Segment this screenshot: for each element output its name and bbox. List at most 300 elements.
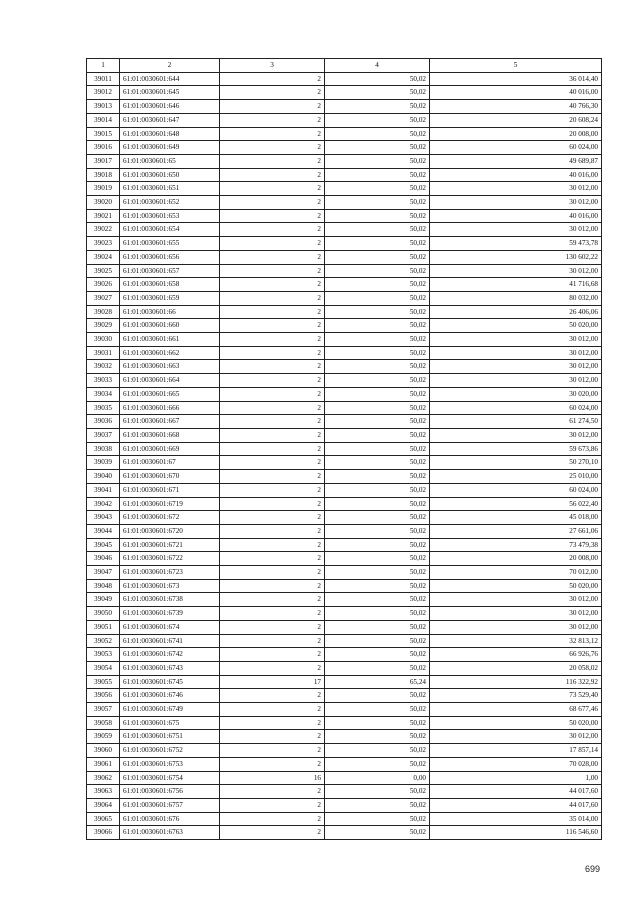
- row-number-cell: 39025: [87, 264, 120, 278]
- cadastral-number-cell: 61:01:0030601:659: [120, 291, 220, 305]
- category-cell: 2: [220, 168, 325, 182]
- cadastral-number-cell: 61:01:0030601:645: [120, 86, 220, 100]
- area-cell: 50,02: [325, 250, 430, 264]
- value-cell: 30 012,00: [430, 196, 602, 210]
- table-row: [87, 730, 602, 744]
- cadastral-number-cell: 61:01:0030601:665: [120, 387, 220, 401]
- value-cell: 116 322,92: [430, 675, 602, 689]
- row-number-cell: 39036: [87, 415, 120, 429]
- value-cell: 30 012,00: [430, 346, 602, 360]
- category-cell: 2: [220, 360, 325, 374]
- cadastral-number-cell: 61:01:0030601:657: [120, 264, 220, 278]
- table-body: [87, 72, 602, 839]
- row-number-cell: 39048: [87, 579, 120, 593]
- row-number-cell: 39016: [87, 141, 120, 155]
- row-number-cell: 39049: [87, 593, 120, 607]
- area-cell: 50,02: [325, 278, 430, 292]
- cadastral-number-cell: 61:01:0030601:647: [120, 113, 220, 127]
- row-number-cell: 39062: [87, 771, 120, 785]
- cadastral-number-cell: 61:01:0030601:672: [120, 511, 220, 525]
- value-cell: 130 602,22: [430, 250, 602, 264]
- row-number-cell: 39066: [87, 826, 120, 840]
- value-cell: 70 012,00: [430, 566, 602, 580]
- category-cell: 2: [220, 333, 325, 347]
- row-number-cell: 39030: [87, 333, 120, 347]
- category-cell: 2: [220, 703, 325, 717]
- row-number-cell: 39015: [87, 127, 120, 141]
- value-cell: 50 270,10: [430, 456, 602, 470]
- value-cell: 30 012,00: [430, 730, 602, 744]
- table-row: [87, 415, 602, 429]
- table-row: [87, 456, 602, 470]
- row-number-cell: 39051: [87, 620, 120, 634]
- row-number-cell: 39056: [87, 689, 120, 703]
- cadastral-number-cell: 61:01:0030601:6745: [120, 675, 220, 689]
- cadastral-number-cell: 61:01:0030601:6741: [120, 634, 220, 648]
- row-number-cell: 39034: [87, 387, 120, 401]
- area-cell: 50,02: [325, 511, 430, 525]
- row-number-cell: 39018: [87, 168, 120, 182]
- page-number: 699: [584, 864, 600, 874]
- area-cell: 50,02: [325, 346, 430, 360]
- category-cell: 2: [220, 607, 325, 621]
- value-cell: 70 028,00: [430, 757, 602, 771]
- area-cell: 50,02: [325, 333, 430, 347]
- category-cell: 2: [220, 826, 325, 840]
- category-cell: 2: [220, 661, 325, 675]
- category-cell: 2: [220, 72, 325, 86]
- table-row: [87, 648, 602, 662]
- category-cell: 2: [220, 291, 325, 305]
- table-row: [87, 278, 602, 292]
- cadastral-number-cell: 61:01:0030601:663: [120, 360, 220, 374]
- row-number-cell: 39032: [87, 360, 120, 374]
- cadastral-number-cell: 61:01:0030601:674: [120, 620, 220, 634]
- table-row: [87, 689, 602, 703]
- value-cell: 60 024,00: [430, 401, 602, 415]
- table-row: [87, 127, 602, 141]
- value-cell: 30 012,00: [430, 593, 602, 607]
- row-number-cell: 39019: [87, 182, 120, 196]
- row-number-cell: 39060: [87, 744, 120, 758]
- area-cell: 50,02: [325, 703, 430, 717]
- row-number-cell: 39057: [87, 703, 120, 717]
- row-number-cell: 39039: [87, 456, 120, 470]
- category-cell: 2: [220, 497, 325, 511]
- table-row: [87, 291, 602, 305]
- category-cell: 2: [220, 141, 325, 155]
- table-row: [87, 428, 602, 442]
- cadastral-number-cell: 61:01:0030601:6722: [120, 552, 220, 566]
- category-cell: 2: [220, 428, 325, 442]
- area-cell: 50,02: [325, 593, 430, 607]
- table-row: [87, 237, 602, 251]
- value-cell: 30 012,00: [430, 223, 602, 237]
- table-row: [87, 552, 602, 566]
- cadastral-number-cell: 61:01:0030601:660: [120, 319, 220, 333]
- cadastral-number-cell: 61:01:0030601:667: [120, 415, 220, 429]
- row-number-cell: 39047: [87, 566, 120, 580]
- cadastral-number-cell: 61:01:0030601:656: [120, 250, 220, 264]
- category-cell: 2: [220, 113, 325, 127]
- table-row: [87, 346, 602, 360]
- cadastral-number-cell: 61:01:0030601:67: [120, 456, 220, 470]
- cadastral-number-cell: 61:01:0030601:6720: [120, 524, 220, 538]
- table-row: [87, 744, 602, 758]
- row-number-cell: 39045: [87, 538, 120, 552]
- category-cell: 2: [220, 250, 325, 264]
- table-row: [87, 250, 602, 264]
- value-cell: 40 016,00: [430, 168, 602, 182]
- area-cell: 50,02: [325, 291, 430, 305]
- value-cell: 40 766,30: [430, 100, 602, 114]
- row-number-cell: 39058: [87, 716, 120, 730]
- category-cell: 2: [220, 86, 325, 100]
- cadastral-number-cell: 61:01:0030601:651: [120, 182, 220, 196]
- table-row: [87, 209, 602, 223]
- category-cell: 2: [220, 620, 325, 634]
- category-cell: 2: [220, 154, 325, 168]
- value-cell: 50 020,00: [430, 716, 602, 730]
- table-row: [87, 524, 602, 538]
- row-number-cell: 39041: [87, 483, 120, 497]
- cadastral-number-cell: 61:01:0030601:6719: [120, 497, 220, 511]
- area-cell: 50,02: [325, 237, 430, 251]
- table-row: [87, 538, 602, 552]
- row-number-cell: 39044: [87, 524, 120, 538]
- row-number-cell: 39063: [87, 785, 120, 799]
- cadastral-number-cell: 61:01:0030601:6738: [120, 593, 220, 607]
- value-cell: 20 058,02: [430, 661, 602, 675]
- value-cell: 59 673,86: [430, 442, 602, 456]
- category-cell: 2: [220, 415, 325, 429]
- area-cell: 50,02: [325, 620, 430, 634]
- category-cell: 2: [220, 744, 325, 758]
- table-row: [87, 168, 602, 182]
- document-page: [86, 58, 601, 840]
- category-cell: 2: [220, 470, 325, 484]
- value-cell: 32 813,12: [430, 634, 602, 648]
- value-cell: 49 689,87: [430, 154, 602, 168]
- value-cell: 50 020,00: [430, 319, 602, 333]
- cadastral-number-cell: 61:01:0030601:673: [120, 579, 220, 593]
- value-cell: 27 661,06: [430, 524, 602, 538]
- value-cell: 40 016,00: [430, 86, 602, 100]
- cadastral-number-cell: 61:01:0030601:652: [120, 196, 220, 210]
- table-row: [87, 374, 602, 388]
- category-cell: 2: [220, 278, 325, 292]
- area-cell: 50,02: [325, 812, 430, 826]
- area-cell: 0,00: [325, 771, 430, 785]
- area-cell: 50,02: [325, 634, 430, 648]
- table-row: [87, 607, 602, 621]
- value-cell: 73 479,38: [430, 538, 602, 552]
- category-cell: 2: [220, 716, 325, 730]
- table-row: [87, 716, 602, 730]
- area-cell: 50,02: [325, 524, 430, 538]
- table-row: [87, 593, 602, 607]
- cadastral-number-cell: 61:01:0030601:646: [120, 100, 220, 114]
- table-row: [87, 223, 602, 237]
- value-cell: 60 024,00: [430, 141, 602, 155]
- area-cell: 50,02: [325, 730, 430, 744]
- value-cell: 68 677,46: [430, 703, 602, 717]
- value-cell: 40 016,00: [430, 209, 602, 223]
- cadastral-number-cell: 61:01:0030601:65: [120, 154, 220, 168]
- value-cell: 30 012,00: [430, 428, 602, 442]
- area-cell: 50,02: [325, 716, 430, 730]
- value-cell: 25 010,00: [430, 470, 602, 484]
- value-cell: 20 008,00: [430, 127, 602, 141]
- value-cell: 30 012,00: [430, 360, 602, 374]
- row-number-cell: 39042: [87, 497, 120, 511]
- table-row: [87, 360, 602, 374]
- area-cell: 50,02: [325, 566, 430, 580]
- table-row: [87, 798, 602, 812]
- table-row: [87, 333, 602, 347]
- category-cell: 2: [220, 264, 325, 278]
- category-cell: 2: [220, 387, 325, 401]
- cadastral-number-cell: 61:01:0030601:6739: [120, 607, 220, 621]
- cadastral-number-cell: 61:01:0030601:6763: [120, 826, 220, 840]
- value-cell: 36 014,40: [430, 72, 602, 86]
- value-cell: 44 017,60: [430, 785, 602, 799]
- cadastral-number-cell: 61:01:0030601:676: [120, 812, 220, 826]
- row-number-cell: 39052: [87, 634, 120, 648]
- table-row: [87, 196, 602, 210]
- category-cell: 2: [220, 442, 325, 456]
- area-cell: 50,02: [325, 607, 430, 621]
- category-cell: 2: [220, 538, 325, 552]
- row-number-cell: 39021: [87, 209, 120, 223]
- value-cell: 80 032,00: [430, 291, 602, 305]
- category-cell: 2: [220, 182, 325, 196]
- cadastral-number-cell: 61:01:0030601:648: [120, 127, 220, 141]
- value-cell: 30 012,00: [430, 182, 602, 196]
- row-number-cell: 39054: [87, 661, 120, 675]
- row-number-cell: 39053: [87, 648, 120, 662]
- table-row: [87, 511, 602, 525]
- area-cell: 50,02: [325, 209, 430, 223]
- area-cell: 50,02: [325, 757, 430, 771]
- table-row: [87, 579, 602, 593]
- column-header-1: 1: [87, 59, 120, 73]
- table-row: [87, 826, 602, 840]
- value-cell: 50 020,00: [430, 579, 602, 593]
- table-row: [87, 154, 602, 168]
- value-cell: 30 012,00: [430, 620, 602, 634]
- cadastral-number-cell: 61:01:0030601:670: [120, 470, 220, 484]
- value-cell: 30 012,00: [430, 374, 602, 388]
- cadastral-number-cell: 61:01:0030601:6721: [120, 538, 220, 552]
- area-cell: 50,02: [325, 661, 430, 675]
- row-number-cell: 39029: [87, 319, 120, 333]
- area-cell: 50,02: [325, 360, 430, 374]
- category-cell: 2: [220, 648, 325, 662]
- category-cell: 2: [220, 305, 325, 319]
- row-number-cell: 39017: [87, 154, 120, 168]
- area-cell: 50,02: [325, 305, 430, 319]
- table-row: [87, 401, 602, 415]
- area-cell: 50,02: [325, 483, 430, 497]
- cadastral-number-cell: 61:01:0030601:653: [120, 209, 220, 223]
- row-number-cell: 39013: [87, 100, 120, 114]
- area-cell: 65,24: [325, 675, 430, 689]
- category-cell: 2: [220, 689, 325, 703]
- row-number-cell: 39050: [87, 607, 120, 621]
- column-header-4: 4: [325, 59, 430, 73]
- value-cell: 1,00: [430, 771, 602, 785]
- category-cell: 2: [220, 730, 325, 744]
- area-cell: 50,02: [325, 798, 430, 812]
- value-cell: 20 608,24: [430, 113, 602, 127]
- value-cell: 30 012,00: [430, 264, 602, 278]
- cadastral-number-cell: 61:01:0030601:6742: [120, 648, 220, 662]
- cadastral-number-cell: 61:01:0030601:658: [120, 278, 220, 292]
- area-cell: 50,02: [325, 113, 430, 127]
- category-cell: 16: [220, 771, 325, 785]
- table-row: [87, 566, 602, 580]
- table-row: [87, 141, 602, 155]
- cadastral-number-cell: 61:01:0030601:662: [120, 346, 220, 360]
- cadastral-number-cell: 61:01:0030601:6754: [120, 771, 220, 785]
- area-cell: 50,02: [325, 470, 430, 484]
- value-cell: 61 274,50: [430, 415, 602, 429]
- category-cell: 2: [220, 127, 325, 141]
- category-cell: 2: [220, 593, 325, 607]
- row-number-cell: 39014: [87, 113, 120, 127]
- row-number-cell: 39040: [87, 470, 120, 484]
- cadastral-number-cell: 61:01:0030601:666: [120, 401, 220, 415]
- row-number-cell: 39028: [87, 305, 120, 319]
- area-cell: 50,02: [325, 744, 430, 758]
- category-cell: 2: [220, 319, 325, 333]
- table-row: [87, 757, 602, 771]
- row-number-cell: 39035: [87, 401, 120, 415]
- cadastral-number-cell: 61:01:0030601:669: [120, 442, 220, 456]
- area-cell: 50,02: [325, 648, 430, 662]
- cadastral-number-cell: 61:01:0030601:6723: [120, 566, 220, 580]
- value-cell: 56 022,40: [430, 497, 602, 511]
- table-row: [87, 497, 602, 511]
- category-cell: 2: [220, 757, 325, 771]
- value-cell: 30 012,00: [430, 607, 602, 621]
- row-number-cell: 39031: [87, 346, 120, 360]
- area-cell: 50,02: [325, 826, 430, 840]
- value-cell: 59 473,78: [430, 237, 602, 251]
- area-cell: 50,02: [325, 223, 430, 237]
- value-cell: 41 716,68: [430, 278, 602, 292]
- cadastral-number-cell: 61:01:0030601:649: [120, 141, 220, 155]
- table-row: [87, 675, 602, 689]
- row-number-cell: 39065: [87, 812, 120, 826]
- table-row: [87, 785, 602, 799]
- area-cell: 50,02: [325, 456, 430, 470]
- value-cell: 17 857,14: [430, 744, 602, 758]
- value-cell: 30 020,00: [430, 387, 602, 401]
- category-cell: 2: [220, 579, 325, 593]
- category-cell: 2: [220, 237, 325, 251]
- table-row: [87, 305, 602, 319]
- area-cell: 50,02: [325, 428, 430, 442]
- category-cell: 2: [220, 223, 325, 237]
- cadastral-number-cell: 61:01:0030601:671: [120, 483, 220, 497]
- table-row: [87, 100, 602, 114]
- category-cell: 2: [220, 401, 325, 415]
- value-cell: 35 014,00: [430, 812, 602, 826]
- table-row: [87, 264, 602, 278]
- row-number-cell: 39043: [87, 511, 120, 525]
- value-cell: 26 406,06: [430, 305, 602, 319]
- value-cell: 45 018,00: [430, 511, 602, 525]
- category-cell: 2: [220, 346, 325, 360]
- category-cell: 2: [220, 634, 325, 648]
- cadastral-number-cell: 61:01:0030601:6757: [120, 798, 220, 812]
- cadastral-number-cell: 61:01:0030601:664: [120, 374, 220, 388]
- area-cell: 50,02: [325, 374, 430, 388]
- table-row: [87, 703, 602, 717]
- column-header-3: 3: [220, 59, 325, 73]
- value-cell: 66 926,76: [430, 648, 602, 662]
- area-cell: 50,02: [325, 579, 430, 593]
- area-cell: 50,02: [325, 415, 430, 429]
- category-cell: 2: [220, 511, 325, 525]
- value-cell: 44 017,60: [430, 798, 602, 812]
- row-number-cell: 39011: [87, 72, 120, 86]
- cadastral-number-cell: 61:01:0030601:6751: [120, 730, 220, 744]
- row-number-cell: 39064: [87, 798, 120, 812]
- data-table: [86, 58, 602, 840]
- value-cell: 116 546,60: [430, 826, 602, 840]
- area-cell: 50,02: [325, 264, 430, 278]
- table-row: [87, 771, 602, 785]
- area-cell: 50,02: [325, 86, 430, 100]
- area-cell: 50,02: [325, 141, 430, 155]
- table-row: [87, 387, 602, 401]
- table-row: [87, 442, 602, 456]
- value-cell: 73 529,40: [430, 689, 602, 703]
- row-number-cell: 39033: [87, 374, 120, 388]
- row-number-cell: 39023: [87, 237, 120, 251]
- row-number-cell: 39055: [87, 675, 120, 689]
- category-cell: 2: [220, 100, 325, 114]
- row-number-cell: 39020: [87, 196, 120, 210]
- table-row: [87, 661, 602, 675]
- area-cell: 50,02: [325, 168, 430, 182]
- area-cell: 50,02: [325, 100, 430, 114]
- area-cell: 50,02: [325, 154, 430, 168]
- area-cell: 50,02: [325, 182, 430, 196]
- value-cell: 20 008,00: [430, 552, 602, 566]
- cadastral-number-cell: 61:01:0030601:6746: [120, 689, 220, 703]
- table-row: [87, 812, 602, 826]
- cadastral-number-cell: 61:01:0030601:668: [120, 428, 220, 442]
- row-number-cell: 39026: [87, 278, 120, 292]
- area-cell: 50,02: [325, 785, 430, 799]
- cadastral-number-cell: 61:01:0030601:6749: [120, 703, 220, 717]
- category-cell: 2: [220, 812, 325, 826]
- table-header-row: [87, 59, 602, 73]
- table-row: [87, 319, 602, 333]
- cadastral-number-cell: 61:01:0030601:655: [120, 237, 220, 251]
- area-cell: 50,02: [325, 319, 430, 333]
- category-cell: 2: [220, 566, 325, 580]
- row-number-cell: 39022: [87, 223, 120, 237]
- table-row: [87, 182, 602, 196]
- area-cell: 50,02: [325, 401, 430, 415]
- table-row: [87, 86, 602, 100]
- category-cell: 2: [220, 552, 325, 566]
